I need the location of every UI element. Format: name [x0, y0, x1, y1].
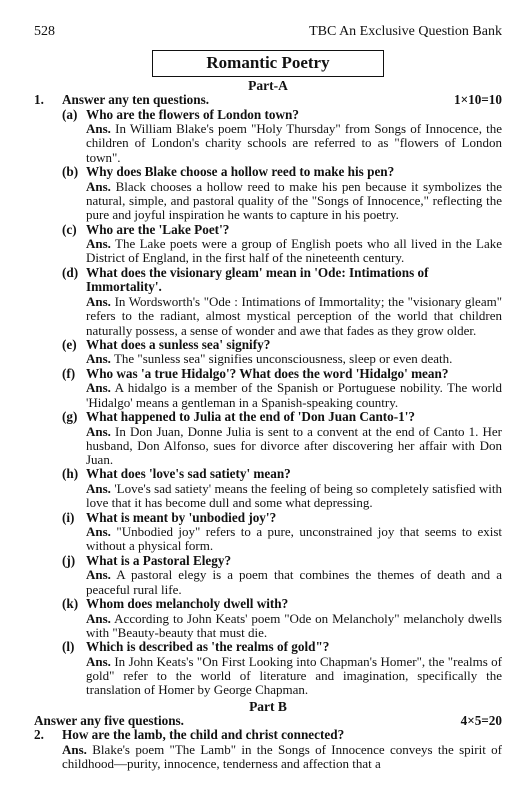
question-number: 1. [34, 92, 44, 107]
question-item [62, 467, 502, 510]
page-header [34, 24, 502, 40]
item-label: (c) [62, 221, 77, 237]
item-question: What happened to Julia at the end of 'Don Juan Canto-1'? [86, 408, 416, 424]
question-2-answer: Ans. Blake's poem "The Lamb" in the Songs of Innocence conveys the spirit of childhood—purity, innocence, tenderness and affection that a [62, 741, 502, 772]
question-item [62, 410, 502, 467]
item-question: What is meant by 'unbodied joy'? [86, 509, 277, 525]
question-items [62, 108, 502, 698]
item-question: What is a Pastoral Elegy? [86, 552, 232, 568]
item-label: (k) [62, 595, 79, 611]
question-1-row [34, 93, 502, 108]
item-answer: Ans. In Don Juan, Donne Julia is sent to a convent at the end of Canto 1. Her husband, Don Alfonso, sues for divorce after discovering her affair with Don Juan. [86, 423, 502, 468]
question-item [62, 597, 502, 640]
item-answer: Ans. A hidalgo is a member of the Spanish or Portuguese nobility. The world 'Hidalgo' means a gentleman in a Spanish-speaking country. [86, 380, 502, 410]
item-answer: Ans. In William Blake's poem "Holy Thursday" from Songs of Innocence, the children of London's charity schools are referred to as "flowers of London town". [86, 121, 502, 165]
item-answer: Ans. "Unbodied joy" refers to a pure, unconstrained joy that seems to exist without a physical form. [86, 524, 503, 554]
item-label: (i) [62, 509, 75, 525]
question-item [62, 108, 502, 165]
item-question: Which is described as 'the realms of gold"? [86, 639, 330, 655]
item-label: (h) [62, 466, 79, 482]
question-item [62, 511, 502, 554]
item-answer: Ans. A pastoral elegy is a poem that combines the themes of death and a peaceful rural life. [86, 567, 502, 597]
question-item [62, 165, 502, 222]
part-b-instruction-row [34, 714, 502, 729]
item-answer: Ans. In Wordsworth's "Ode : Intimations of Immortality; the "visionary gleam" refers to the radiant, almost mystical perception of the world that children naturally possess, a sense of wonder and awe that fades as they grow older. [86, 293, 503, 338]
item-question: Who are the flowers of London town? [86, 106, 299, 122]
chapter-title: Romantic Poetry [152, 50, 384, 77]
item-question: Who are the 'Lake Poet'? [86, 221, 230, 237]
item-label: (l) [62, 639, 75, 655]
item-label: (f) [62, 365, 76, 381]
question-item [62, 367, 502, 410]
item-answer: Ans. The "sunless sea" signifies unconsciousness, sleep or even death. [86, 351, 453, 367]
book-title: TBC An Exclusive Question Bank [309, 24, 502, 39]
item-answer: Ans. 'Love's sad satiety' means the feeling of being so completely satisfied with love that it has become dull and some what depressing. [86, 480, 503, 511]
part-b-marks: 4×5=20 [460, 712, 502, 728]
item-label: (g) [62, 408, 78, 424]
question-item [62, 223, 502, 266]
question-item [62, 554, 502, 597]
question-instruction: Answer any ten questions. [62, 92, 210, 107]
item-question: What does 'love's sad satiety' mean? [86, 466, 291, 482]
question-item [62, 338, 502, 367]
item-label: (e) [62, 336, 77, 352]
item-question: Whom does melancholy dwell with? [86, 595, 289, 611]
question-item [62, 640, 502, 697]
question-marks: 1×10=10 [454, 92, 502, 107]
item-label: (b) [62, 164, 79, 180]
item-question: Why does Blake choose a hollow reed to make his pen? [86, 164, 395, 180]
part-b-heading: Part B [249, 698, 287, 714]
item-answer: Ans. In John Keats's "On First Looking into Chapman's Homer", the "realms of gold" refer to the world of literature and imagination, specifically the translation of Homer by George Chapman. [86, 653, 502, 698]
item-label: (a) [62, 106, 78, 122]
item-question: What does the visionary gleam' mean in 'Ode: Intimations of Immortality'. [86, 264, 429, 295]
item-label: (j) [62, 552, 76, 568]
item-answer: Ans. The Lake poets were a group of English poets who all lived in the Lake District of England, in the first half of the nineteenth century. [86, 236, 503, 266]
part-b-instruction: Answer any five questions. [34, 712, 184, 728]
part-a-heading: Part-A [248, 78, 288, 93]
question-2-text: How are the lamb, the child and christ connected? [62, 727, 345, 743]
item-answer: Ans. According to John Keats' poem "Ode on Melancholy" melancholy dwells with "Beauty-beauty that must die. [86, 610, 502, 640]
item-answer: Ans. Black chooses a hollow reed to make his pen because it symbolizes the natural, simple, and pastoral quality of the "Songs of Innocence," reflecting the pure and joyful inspiration he wants to capture in his poetry. [86, 178, 502, 223]
item-question: What does a sunless sea' signify? [86, 336, 271, 352]
page-number: 528 [34, 24, 55, 39]
item-label: (d) [62, 264, 79, 280]
question-2 [34, 728, 502, 771]
question-item [62, 266, 502, 338]
question-number: 2. [34, 727, 44, 743]
item-question: Who was 'a true Hidalgo'? What does the word 'Hidalgo' mean? [86, 365, 449, 381]
